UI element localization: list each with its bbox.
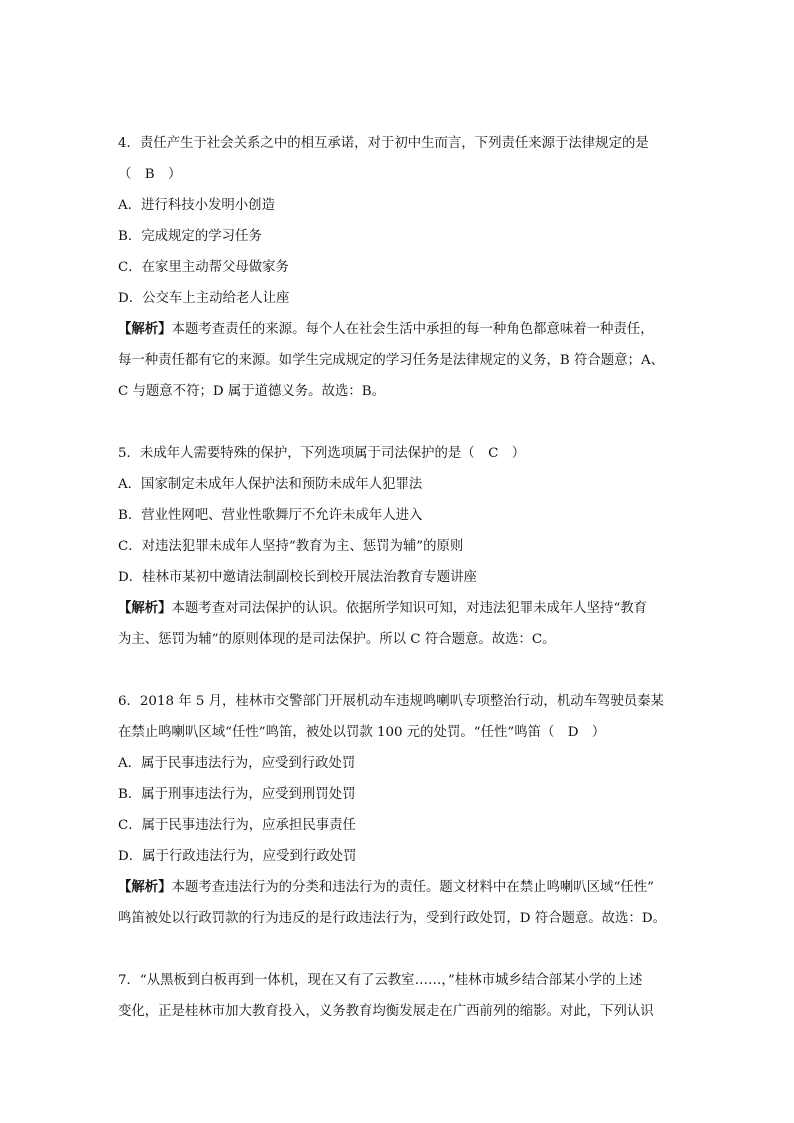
spacer [118,655,678,686]
option-a: A．进行科技小发明小创造 [118,198,275,213]
analysis-line: 为主、惩罚为辅”的原则体现的是司法保护。所以 C 符合题意。故选：C。 [118,632,556,647]
question-stem: 变化，正是桂林市加大教育投入，义务教育均衡发展走在广西前列的缩影。对此，下列认识 [118,1004,654,1019]
option-c: C．属于民事违法行为，应承担民事责任 [118,818,356,833]
question-6 [118,686,678,934]
analysis-line: 每一种责任都有它的来源。如学生完成规定的学习任务是法律规定的义务，B 符合题意；A、 [118,353,664,368]
question-stem: 在禁止鸣喇叭区域“任性”鸣笛，被处以罚款 100 元的处罚。“任性”鸣笛（ D ） [118,725,606,740]
analysis-line [118,872,678,903]
option-c: C．在家里主动帮父母做家务 [118,260,289,275]
analysis-text: 本题考查对司法保护的认识。依据所学知识可知，对违法犯罪未成年人坚持“教育 [171,601,648,616]
option-b: B．完成规定的学习任务 [118,229,262,244]
option-d: D．属于行政违法行为，应受到行政处罚 [118,849,357,864]
option-b: B．属于刑事违法行为，应受到刑罚处罚 [118,787,356,802]
analysis-line: 鸣笛被处以行政罚款的行为违反的是行政违法行为，受到行政处罚，D 符合题意。故选：D。 [118,911,666,926]
question-stem: 4．责任产生于社会关系之中的相互承诺，对于初中生而言，下列责任来源于法律规定的是 [118,136,649,151]
option-b: B．营业性网吧、营业性歌舞厅不允许未成年人进入 [118,508,423,523]
analysis-label: 【解析】 [118,321,172,337]
question-5 [118,438,678,655]
option-d: D．桂林市某初中邀请法制副校长到校开展法治教育专题讲座 [118,570,477,585]
analysis-label: 【解析】 [118,879,172,895]
option-c: C．对违法犯罪未成年人坚持“教育为主、惩罚为辅”的原则 [118,539,464,554]
option-a: A．国家制定未成年人保护法和预防未成年人犯罪法 [118,477,423,492]
question-stem: 7．“从黑板到白板再到一体机，现在又有了云教室……，”桂林市城乡结合部某小学的上述 [118,973,643,988]
analysis-line: C 与题意不符；D 属于道德义务。故选：B。 [118,384,385,399]
spacer [118,407,678,438]
question-7 [118,965,678,1027]
question-stem: 5．未成年人需要特殊的保护，下列选项属于司法保护的是（ C ） [118,446,526,461]
exam-content [118,128,678,1027]
question-stem: 6．2018 年 5 月，桂林市交警部门开展机动车违规鸣喇叭专项整治行动，机动车驾驶员秦某 [118,694,664,709]
analysis-line [118,314,678,345]
analysis-text: 本题考查责任的来源。每个人在社会生活中承担的每一种角色都意味着一种责任， [171,322,654,337]
question-answer-line: （ B ） [118,167,182,182]
analysis-line [118,593,678,624]
spacer [118,934,678,965]
analysis-label: 【解析】 [118,600,172,616]
option-a: A．属于民事违法行为，应受到行政处罚 [118,756,356,771]
option-d: D．公交车上主动给老人让座 [118,291,290,306]
question-4 [118,128,678,407]
analysis-text: 本题考查违法行为的分类和违法行为的责任。题文材料中在禁止鸣喇叭区域“任性” [171,880,654,895]
